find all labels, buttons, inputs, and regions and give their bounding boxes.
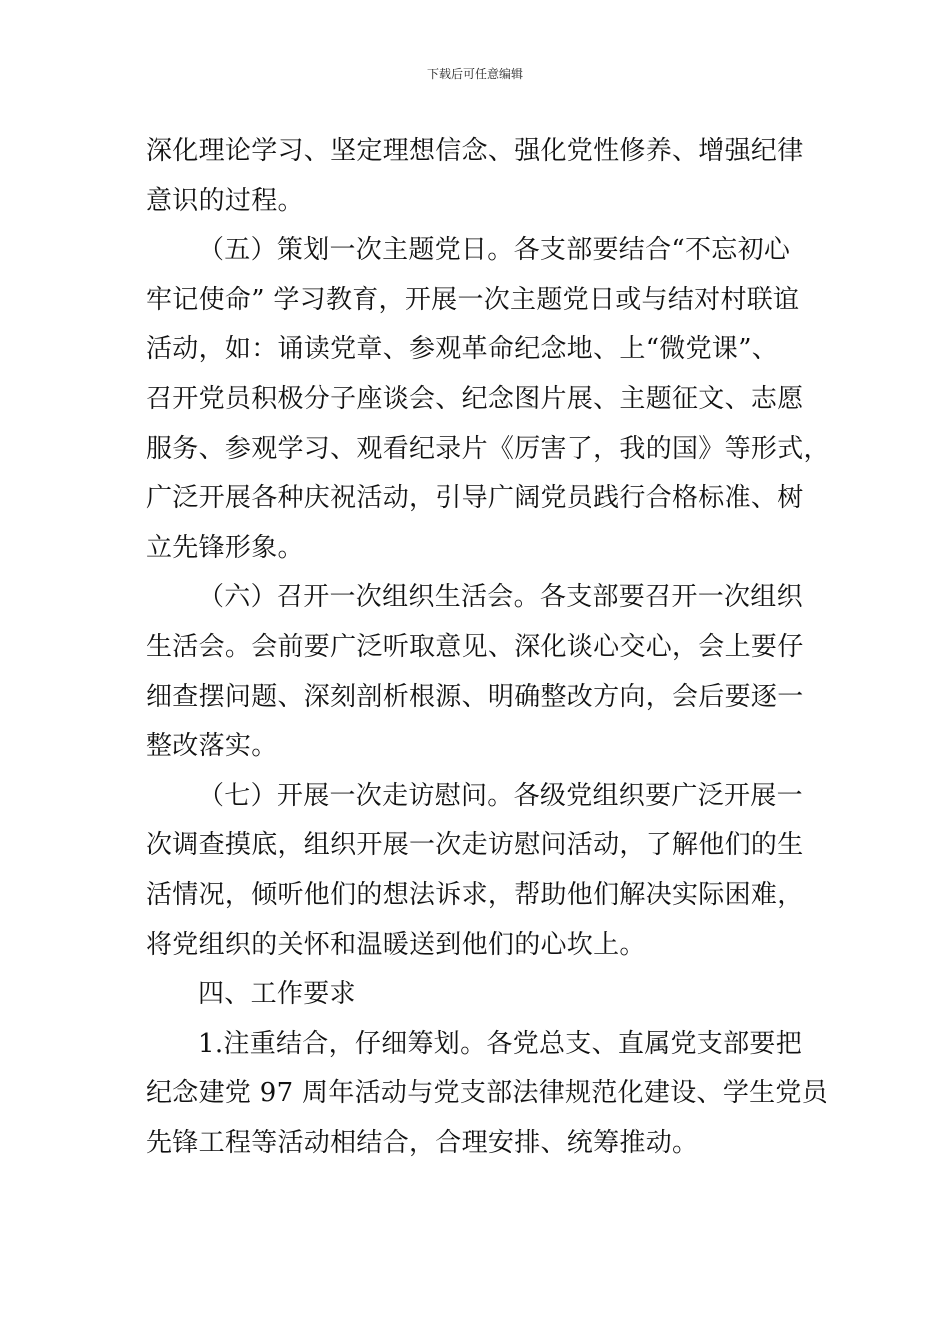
paragraph-line: 整改落实。 bbox=[146, 731, 278, 762]
paragraph-line: 先锋工程等活动相结合，合理安排、统筹推动。 bbox=[146, 1127, 699, 1158]
paragraph-line: 深化理论学习、坚定理想信念、强化党性修养、增强纪律 bbox=[146, 136, 804, 166]
paragraph-line: 将党组织的关怀和温暖送到他们的心坎上。 bbox=[146, 929, 646, 960]
paragraph-line: 活情况，倾听他们的想法诉求，帮助他们解决实际困难， bbox=[146, 879, 804, 910]
paragraph-line: 生活会。会前要广泛听取意见、深化谈心交心，会上要仔 bbox=[146, 631, 804, 662]
paragraph-line: 牢记使命” 学习教育，开展一次主题党日或与结对村联谊 bbox=[146, 284, 800, 315]
paragraph-line: 活动，如：诵读党章、参观革命纪念地、上“微党课”、 bbox=[146, 334, 779, 365]
paragraph-line: 细查摆问题、深刻剖析根源、明确整改方向，会后要逐一 bbox=[146, 681, 804, 712]
paragraph-line: 意识的过程。 bbox=[146, 185, 304, 216]
page-header-note: 下载后可任意编辑 bbox=[426, 67, 523, 81]
paragraph-line: 立先锋形象。 bbox=[146, 532, 304, 563]
section-heading-line: （五）策划一次主题党日。各支部要结合“不忘初心 bbox=[198, 235, 791, 266]
document-body bbox=[146, 127, 830, 1168]
paragraph-line: 广泛开展各种庆祝活动，引导广阔党员践行合格标准、树 bbox=[146, 483, 804, 514]
paragraph-line: 纪念建党 97 周年活动与党支部法律规范化建设、学生党员 bbox=[146, 1078, 829, 1109]
section-heading-line: 1.注重结合，仔细筹划。各党总支、直属党支部要把 bbox=[198, 1028, 803, 1059]
paragraph-line: 召开党员积极分子座谈会、纪念图片展、主题征文、志愿 bbox=[146, 383, 804, 414]
section-title: 四、工作要求 bbox=[198, 979, 356, 1010]
section-heading-line: （六）召开一次组织生活会。各支部要召开一次组织 bbox=[198, 582, 803, 613]
section-heading-line: （七）开展一次走访慰问。各级党组织要广泛开展一 bbox=[198, 780, 803, 811]
paragraph-line: 次调查摸底，组织开展一次走访慰问活动，了解他们的生 bbox=[146, 830, 804, 861]
paragraph-line: 服务、参观学习、观看纪录片《厉害了，我的国》等形式， bbox=[146, 433, 830, 464]
